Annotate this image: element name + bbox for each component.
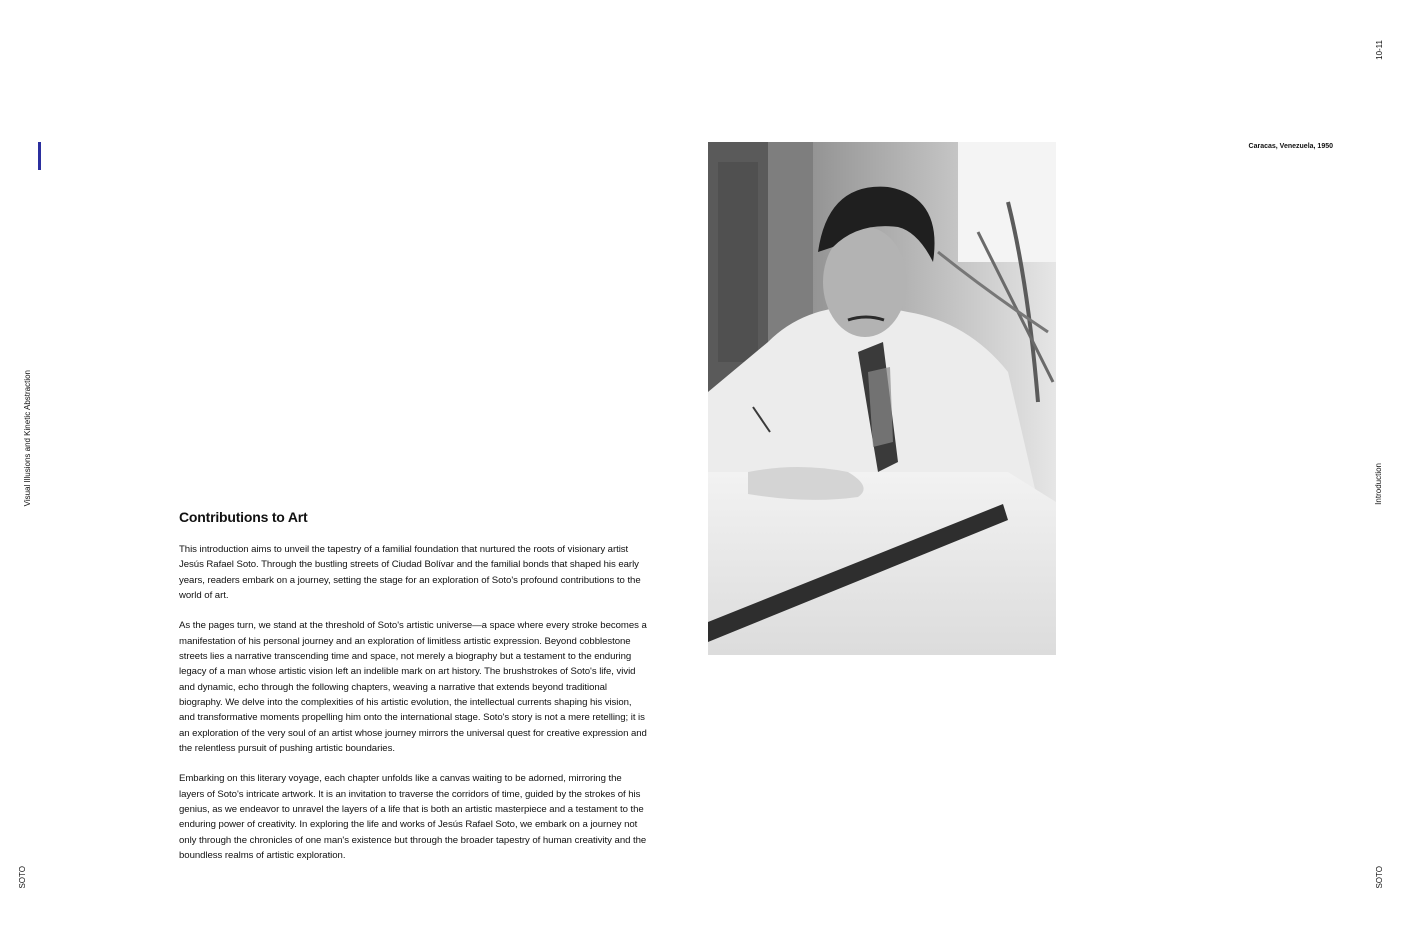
accent-bar (38, 142, 41, 170)
brand-label-right: SOTO (1375, 866, 1384, 889)
photo-caption: Caracas, Venezuela, 1950 (1248, 143, 1333, 150)
page-number: 10-11 (1375, 40, 1384, 60)
article-heading: Contributions to Art (179, 509, 308, 525)
section-name: Introduction (1374, 463, 1383, 505)
article-paragraph: As the pages turn, we stand at the threshold of Soto's artistic universe—a space where every stroke becomes a manifestation of his personal journey and an exploration of limitless artistic expression. Beyond cobblestone streets lies a narrative transcending time and space, not merely a biography but a testament to the enduring legacy of a man whose artistic vision left an indelible mark on art history. The brushstrokes of Soto's life, vivid and dynamic, echo through the following chapters, weaving a narrative that extends beyond traditional biography. We delve into the complexities of his artistic evolution, the intellectual currents shaping his vision, and transformative moments propelling him onto the international stage. Soto's story is not a mere retelling; it is an exploration of the very soul of an artist whose journey mirrors the universal quest for creative expression and the relentless pursuit of pushing artistic boundaries. (179, 620, 647, 754)
article-paragraph: This introduction aims to unveil the tapestry of a familial foundation that nurtured the roots of visionary artist Jesús Rafael Soto. Through the bustling streets of Ciudad Bolívar and the familial bonds that shaped his early years, readers embark on a journey, setting the stage for an exploration of Soto's profound contributions to the world of art. (179, 544, 641, 601)
article (179, 509, 649, 879)
portrait-photo (708, 142, 1056, 655)
book-subtitle: Visual Illusions and Kinetic Abstraction (23, 370, 32, 507)
brand-label-left: SOTO (18, 866, 27, 889)
article-paragraph: Embarking on this literary voyage, each chapter unfolds like a canvas waiting to be adorned, mirroring the layers of Soto's intricate artwork. It is an invitation to traverse the corridors of time, guided by the strokes of his genius, as we endeavor to unravel the layers of a life that is both an artistic masterpiece and a testament to the enduring power of creativity. In exploring the life and works of Jesús Rafael Soto, we embark on a journey not only through the chronicles of one man's existence but through the broader tapestry of human creativity and the boundless realms of artistic exploration. (179, 773, 647, 861)
